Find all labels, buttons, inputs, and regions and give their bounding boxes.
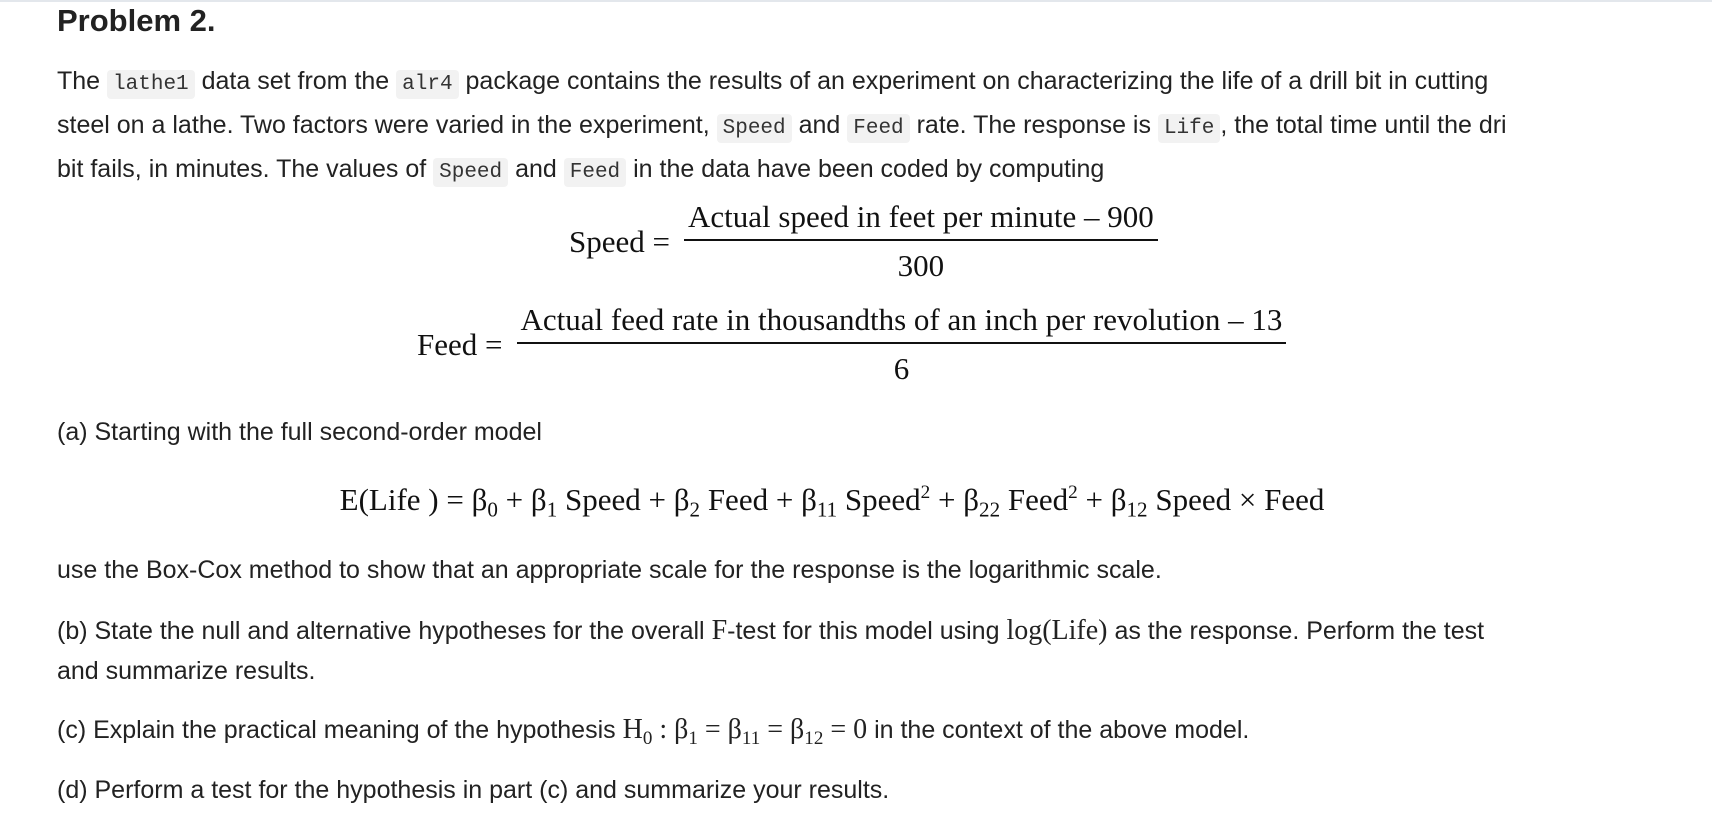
intro-paragraph xyxy=(57,61,1507,193)
feed-equation-lhs: Feed = xyxy=(417,326,503,362)
intro-text: data set from the xyxy=(194,67,397,95)
model-text: Speed xyxy=(844,482,921,517)
part-a-intro: (a) Starting with the full second-order model xyxy=(57,418,542,446)
part-b-math: log(Life) xyxy=(1006,615,1108,646)
model-text: 2 xyxy=(689,497,701,522)
model-text: 2 xyxy=(1068,482,1078,504)
part-c-math: 11 xyxy=(741,728,761,750)
speed-numerator: Actual speed in feet per minute – 900 xyxy=(684,200,1158,241)
speed-denominator: 300 xyxy=(897,248,945,283)
intro-text: bit fails, in minutes. The values of xyxy=(57,155,434,183)
model-text: β xyxy=(1110,482,1127,517)
part-c-math: : xyxy=(652,714,675,745)
part-c-math: 0 xyxy=(642,728,653,750)
intro-text: The xyxy=(57,67,108,95)
null-hypothesis-math xyxy=(622,714,868,750)
intro-line-1 xyxy=(57,61,1507,105)
part-c-math: 1 xyxy=(688,728,698,750)
speed-equation xyxy=(569,200,1158,283)
speed-equation-lhs: Speed = xyxy=(569,223,670,259)
part-c-math: β xyxy=(790,714,805,745)
model-text: Speed xyxy=(1155,482,1232,517)
feed-fraction xyxy=(517,303,1287,386)
model-text: β xyxy=(673,482,690,517)
feed-numerator: Actual feed rate in thousandths of an inch per revolution – 13 xyxy=(517,303,1287,344)
intro-line-3 xyxy=(57,149,1507,193)
part-c-math: = xyxy=(823,714,854,745)
part-b-text: as the response. Perform the test xyxy=(1107,617,1485,645)
intro-text: package contains the results of an experiment on characterizing the life of a drill bit in cutting xyxy=(458,67,1489,95)
part-a-continuation: use the Box-Cox method to show that an appropriate scale for the response is the logarithmic scale. xyxy=(57,556,1162,584)
intro-text: in the data have been coded by computing xyxy=(626,155,1105,183)
part-c-math: = xyxy=(697,714,728,745)
model-text: + xyxy=(1077,482,1111,517)
model-text: E(Life ) = xyxy=(339,482,472,517)
part-c-paragraph xyxy=(57,710,1249,750)
part-b-math: F xyxy=(711,615,728,646)
model-text: Feed xyxy=(1264,482,1325,517)
part-c-math: 0 xyxy=(853,714,868,745)
part-c-text: (c) Explain the practical meaning of the hypothesis xyxy=(57,716,623,744)
part-d-paragraph: (d) Perform a test for the hypothesis in part (c) and summarize your results. xyxy=(57,776,890,804)
feed-code: Feed xyxy=(564,158,626,187)
intro-text: and xyxy=(791,111,848,139)
problem-heading: Problem 2. xyxy=(57,3,216,38)
part-b-text: (b) State the null and alternative hypotheses for the overall xyxy=(57,617,712,645)
part-c-math: β xyxy=(674,714,689,745)
model-text: Feed xyxy=(1007,482,1069,517)
part-b-line-1 xyxy=(57,611,1484,651)
intro-text: , the total time until the dri xyxy=(1220,111,1507,139)
model-text: Speed xyxy=(564,482,641,517)
part-c-math: 12 xyxy=(804,728,824,750)
feed-denominator: 6 xyxy=(893,351,910,386)
model-text: β xyxy=(801,482,817,517)
feed-equation xyxy=(417,303,1286,386)
model-text: × xyxy=(1231,482,1265,517)
part-c-text: in the context of the above model. xyxy=(867,716,1250,744)
model-text: 2 xyxy=(920,482,931,504)
dataset-code: lathe1 xyxy=(107,70,195,99)
model-text: 1 xyxy=(546,497,558,522)
model-text: 11 xyxy=(816,497,838,522)
model-text: + xyxy=(768,482,802,517)
model-text: + xyxy=(930,482,964,517)
intro-text: rate. The response is xyxy=(909,111,1158,139)
model-text: 22 xyxy=(979,497,1001,522)
second-order-model-equation xyxy=(57,482,1607,522)
life-code: Life xyxy=(1158,114,1220,143)
part-c-math: H xyxy=(622,714,643,745)
speed-code: Speed xyxy=(433,158,508,187)
part-c-math: β xyxy=(727,714,742,745)
intro-text: steel on a lathe. Two factors were varied in the experiment, xyxy=(57,111,717,139)
model-text: + xyxy=(497,482,531,517)
package-code: alr4 xyxy=(396,70,458,99)
part-b-line-2: and summarize results. xyxy=(57,657,316,685)
model-text: Feed xyxy=(707,482,769,517)
part-b-paragraph xyxy=(57,611,1484,691)
intro-text: and xyxy=(508,155,564,183)
speed-code: Speed xyxy=(717,114,792,143)
top-border xyxy=(0,0,1712,2)
model-text: β xyxy=(471,482,488,517)
model-text: 12 xyxy=(1126,497,1148,522)
speed-fraction xyxy=(684,200,1158,283)
model-text: β xyxy=(963,482,980,517)
part-c-math: = xyxy=(760,714,791,745)
model-text: β xyxy=(530,482,547,517)
feed-code: Feed xyxy=(847,114,909,143)
model-text: 0 xyxy=(487,497,498,522)
part-b-text: -test for this model using xyxy=(727,617,1007,645)
model-text: + xyxy=(640,482,674,517)
intro-line-2 xyxy=(57,105,1507,149)
